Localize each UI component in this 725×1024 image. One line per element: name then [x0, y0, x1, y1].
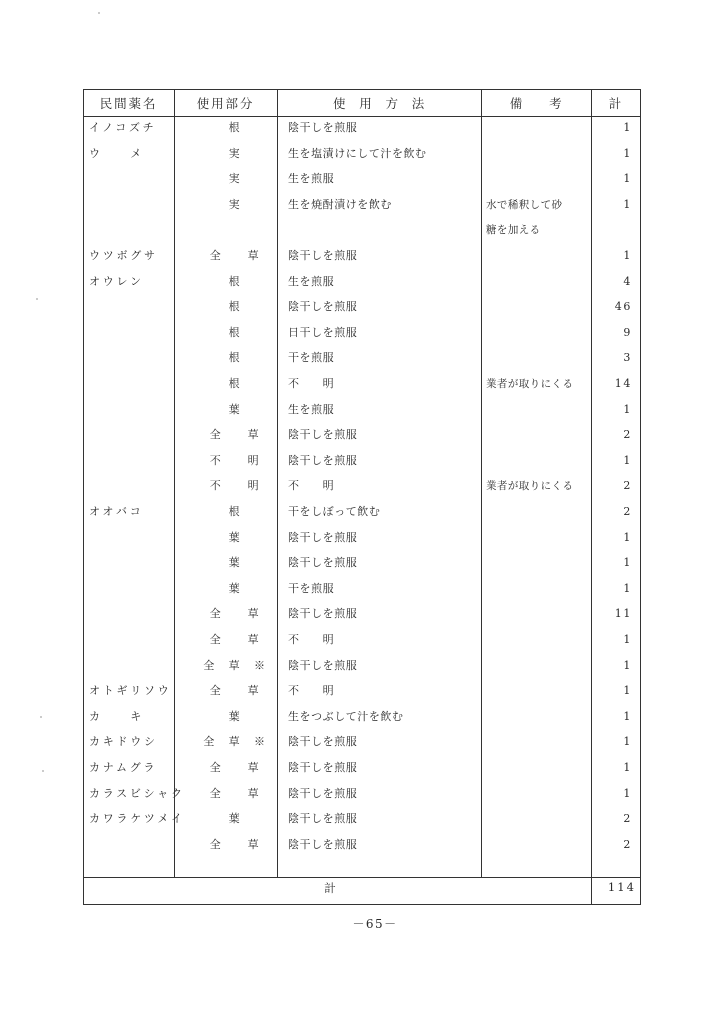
- row-method: 陰干しを煎服: [288, 121, 358, 134]
- row-count: 2: [623, 812, 632, 826]
- row-method: 生を焼酎漬けを飲む: [288, 197, 392, 211]
- row-count: 1: [623, 249, 632, 262]
- header-name: 民間薬名: [99, 96, 158, 111]
- row-method: 生を煎服: [288, 172, 335, 186]
- row-part: 不 明: [209, 479, 261, 493]
- row-part: 全 草: [209, 428, 261, 442]
- row-count: 1: [623, 530, 632, 544]
- row-count: 2: [623, 428, 632, 442]
- row-part: 全 草: [209, 607, 261, 621]
- column-divider-1: [174, 89, 175, 877]
- row-count: 2: [623, 837, 632, 851]
- column-divider-2: [277, 89, 278, 877]
- row-count: 1: [623, 633, 632, 646]
- row-method: 不 明: [288, 684, 335, 698]
- scan-speck: [40, 716, 42, 718]
- row-count: 1: [623, 761, 632, 774]
- row-method: 陰干しを煎服: [288, 761, 358, 774]
- row-part: 全 草: [209, 633, 261, 646]
- row-count: 1: [623, 453, 632, 467]
- row-name: イノコズチ: [89, 121, 157, 134]
- row-method: 陰干しを煎服: [288, 735, 358, 749]
- row-method: 不 明: [288, 479, 335, 493]
- header-count: 計: [608, 96, 624, 111]
- column-divider-3: [481, 89, 482, 877]
- row-count: 1: [623, 684, 632, 698]
- row-name: カキドウシ: [89, 735, 158, 749]
- row-count: 2: [623, 479, 632, 493]
- row-method: 陰干しを煎服: [288, 812, 358, 826]
- row-part: 根: [228, 325, 242, 339]
- row-method: 陰干しを煎服: [288, 556, 358, 570]
- row-method: 生を煎服: [288, 274, 335, 288]
- row-name: カナムグラ: [89, 761, 158, 774]
- row-method: 陰干しを煎服: [288, 453, 358, 467]
- row-method: 不 明: [288, 633, 335, 646]
- row-count: 1: [623, 581, 632, 595]
- row-part: 全 草 ※: [203, 735, 267, 749]
- row-count: 46: [614, 300, 632, 314]
- row-method: 陰干しを煎服: [288, 837, 358, 851]
- total-value: 114: [607, 880, 636, 894]
- scan-speck: [42, 770, 44, 772]
- row-method: 日干しを煎服: [288, 325, 358, 339]
- row-part: 全 草: [209, 837, 261, 851]
- row-count: 1: [623, 146, 632, 160]
- row-part: 葉: [228, 709, 242, 723]
- row-count: 1: [623, 709, 632, 723]
- row-count: 9: [623, 325, 632, 339]
- row-part: 葉: [228, 581, 242, 595]
- row-note: 糖を加える: [486, 224, 541, 237]
- row-part: 根: [228, 121, 242, 134]
- row-part: 葉: [228, 556, 242, 570]
- row-count: 3: [623, 351, 632, 365]
- row-method: 陰干しを煎服: [288, 428, 358, 442]
- total-label: 計: [324, 881, 336, 895]
- row-method: 生をつぶして汁を飲む: [288, 709, 404, 723]
- row-method: 陰干しを煎服: [288, 607, 358, 621]
- row-name: オオバコ: [89, 505, 144, 518]
- row-part: 全 草: [209, 761, 261, 774]
- row-name: オトギリソウ: [89, 684, 172, 698]
- header-part: 使用部分: [196, 96, 255, 111]
- row-name: オウレン: [89, 274, 144, 288]
- row-method: 生を煎服: [288, 402, 335, 416]
- row-name: ウツボグサ: [89, 249, 158, 262]
- row-part: 根: [228, 351, 242, 365]
- row-part: 全 草 ※: [203, 658, 267, 672]
- row-count: 4: [623, 274, 632, 288]
- row-method: 陰干しを煎服: [288, 249, 358, 262]
- row-part: 根: [228, 377, 242, 390]
- row-count: 2: [623, 505, 632, 518]
- header-note: 備 考: [509, 96, 563, 111]
- row-method: 陰干しを煎服: [288, 786, 358, 800]
- row-method: 干をしぼって飲む: [288, 505, 381, 518]
- row-part: 葉: [228, 530, 242, 544]
- row-part: 実: [228, 146, 242, 160]
- row-method: 干を煎服: [288, 351, 335, 365]
- row-part: 葉: [228, 812, 242, 826]
- row-method: 生を塩漬けにして汁を飲む: [288, 146, 427, 160]
- row-part: 不 明: [209, 453, 261, 467]
- row-name: カ キ: [89, 709, 144, 723]
- row-method: 不 明: [288, 377, 335, 390]
- scan-speck: [36, 298, 38, 300]
- row-count: 14: [614, 377, 632, 390]
- page-number: －65－: [352, 917, 398, 931]
- row-part: 全 草: [209, 684, 261, 698]
- header-method: 使 用 方 法: [333, 96, 425, 111]
- row-count: 1: [623, 556, 632, 570]
- row-name: カワラケツメイ: [89, 812, 185, 826]
- scan-speck: [98, 12, 100, 14]
- row-note: 水で稀釈して砂: [486, 198, 563, 211]
- row-count: 11: [614, 607, 632, 621]
- row-part: 全 草: [209, 249, 261, 262]
- row-count: 1: [623, 786, 632, 800]
- row-count: 1: [623, 197, 632, 211]
- row-note: 業者が取りにくる: [486, 480, 574, 493]
- row-name: カラスビシャク: [89, 786, 185, 800]
- row-note: 業者が取りにくる: [486, 378, 574, 390]
- row-count: 1: [623, 402, 632, 416]
- row-count: 1: [623, 172, 632, 186]
- row-part: 根: [228, 300, 242, 314]
- row-method: 陰干しを煎服: [288, 658, 358, 672]
- row-part: 実: [228, 172, 242, 186]
- row-part: 実: [228, 197, 242, 211]
- row-name: ウ メ: [89, 146, 144, 160]
- row-part: 全 草: [209, 786, 261, 800]
- row-part: 根: [228, 505, 242, 518]
- row-part: 葉: [228, 402, 242, 416]
- row-count: 1: [623, 735, 632, 749]
- total-divider: [83, 877, 641, 878]
- row-method: 干を煎服: [288, 581, 335, 595]
- header-divider: [83, 116, 641, 117]
- row-method: 陰干しを煎服: [288, 530, 358, 544]
- row-part: 根: [228, 274, 242, 288]
- row-method: 陰干しを煎服: [288, 300, 358, 314]
- row-count: 1: [623, 121, 632, 134]
- row-count: 1: [623, 658, 632, 672]
